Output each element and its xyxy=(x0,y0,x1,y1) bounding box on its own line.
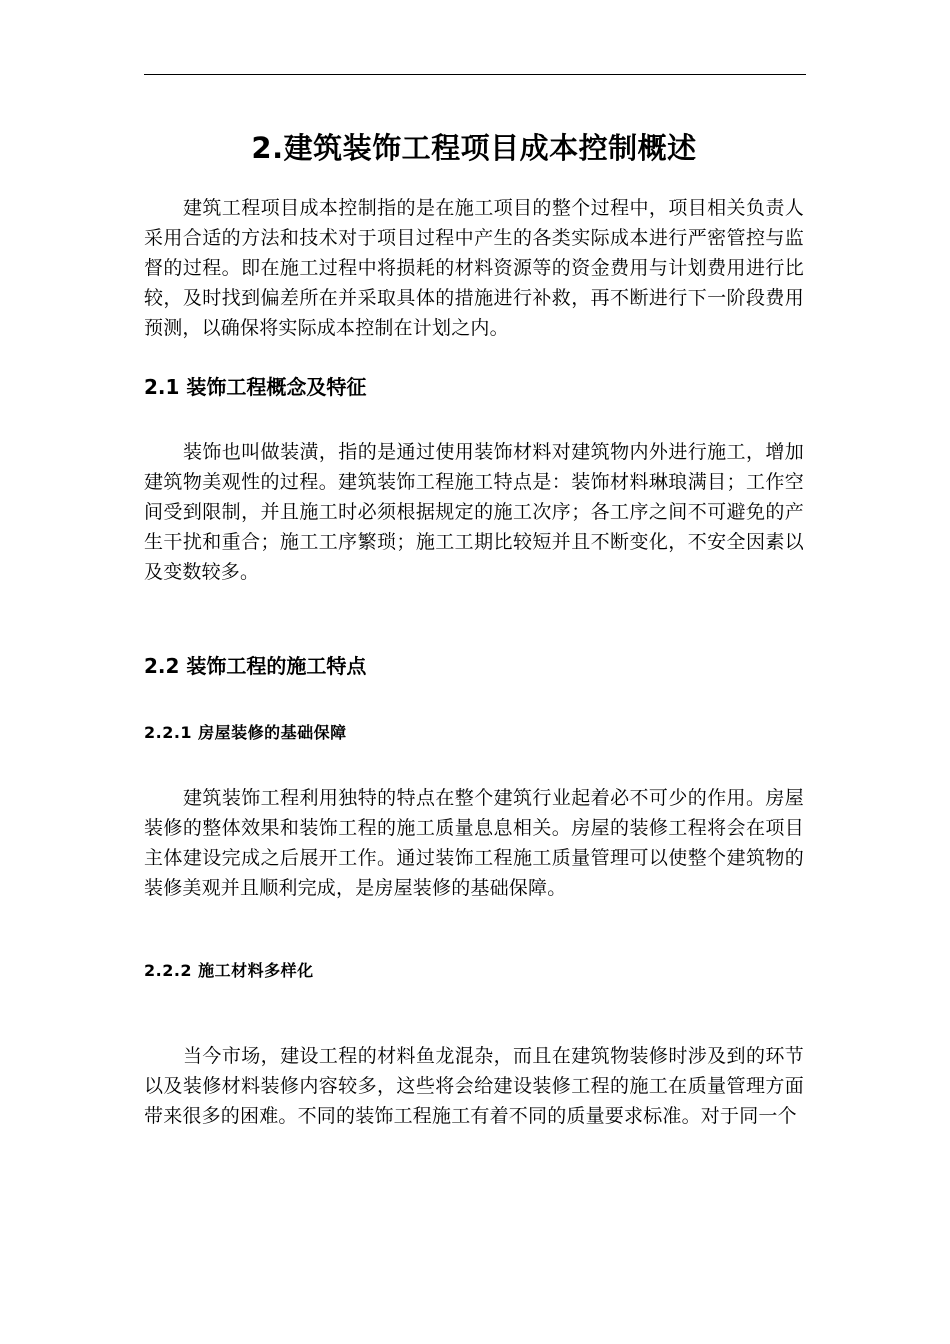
section-2-1-heading: 2.1 装饰工程概念及特征 xyxy=(144,375,367,399)
section-2-2-1-heading: 2.2.1 房屋装修的基础保障 xyxy=(144,723,347,742)
section-2-2-1-paragraph: 建筑装饰工程利用独特的特点在整个建筑行业起着必不可少的作用。房屋装修的整体效果和装饰工程的施工质量息息相关。房屋的装修工程将会在项目主体建设完成之后展开工作。通过装饰工程施工质量管理可以使整个建筑物的装修美观并且顺利完成，是房屋装修的基础保障。 xyxy=(144,787,804,899)
section-2-2-2-heading: 2.2.2 施工材料多样化 xyxy=(144,961,314,980)
header-rule xyxy=(144,74,806,75)
section-2-1-paragraph: 装饰也叫做装潢，指的是通过使用装饰材料对建筑物内外进行施工，增加建筑物美观性的过程。建筑装饰工程施工特点是：装饰材料琳琅满目；工作空间受到限制，并且施工时必须根据规定的施工次序；各工序之间不可避免的产生干扰和重合；施工工序繁琐；施工工期比较短并且不断变化，不安全因素以及变数较多。 xyxy=(144,441,804,583)
page-title: 2.建筑装饰工程项目成本控制概述 xyxy=(251,131,697,165)
section-2-2-2-paragraph: 当今市场，建设工程的材料鱼龙混杂，而且在建筑物装修时涉及到的环节以及装修材料装修内容较多，这些将会给建设装修工程的施工在质量管理方面带来很多的困难。不同的装饰工程施工有着不同的质量要求标准。对于同一个 xyxy=(144,1045,804,1127)
section-2-2-heading: 2.2 装饰工程的施工特点 xyxy=(144,654,367,678)
intro-paragraph: 建筑工程项目成本控制指的是在施工项目的整个过程中，项目相关负责人采用合适的方法和技术对于项目过程中产生的各类实际成本进行严密管控与监督的过程。即在施工过程中将损耗的材料资源等的资金费用与计划费用进行比较，及时找到偏差所在并采取具体的措施进行补救，再不断进行下一阶段费用预测，以确保将实际成本控制在计划之内。 xyxy=(144,197,804,339)
